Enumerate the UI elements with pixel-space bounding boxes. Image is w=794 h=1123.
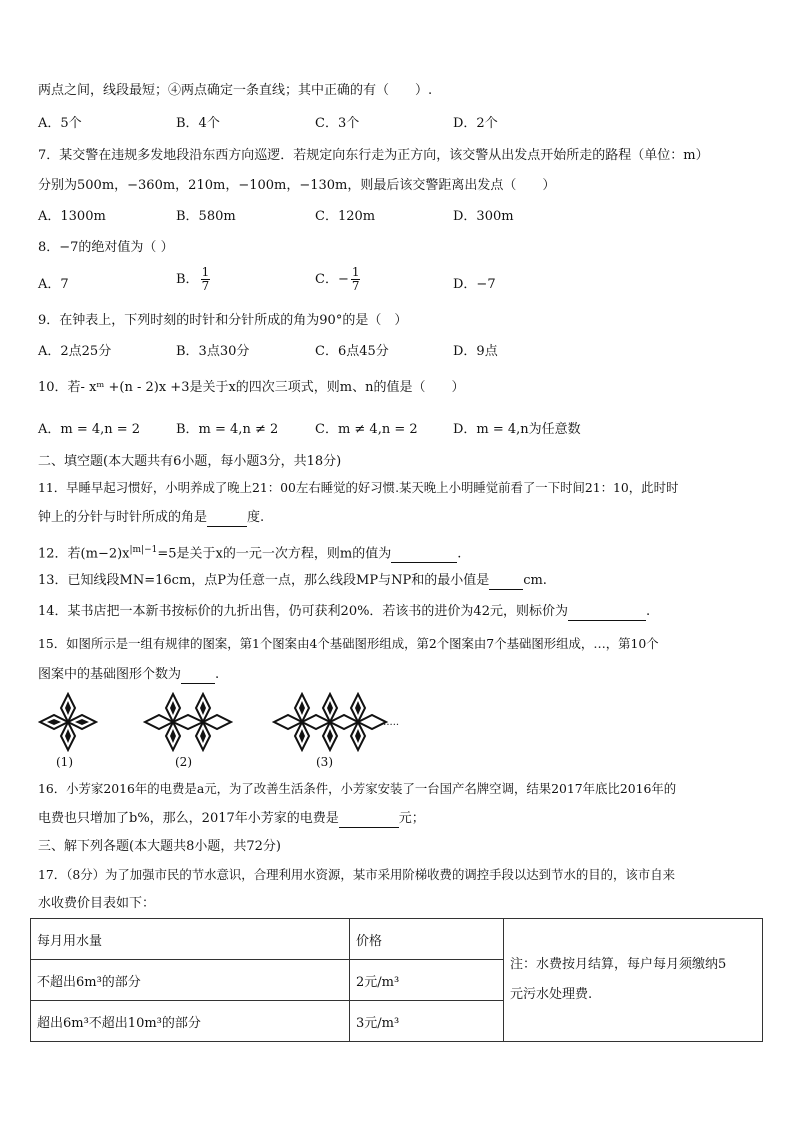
q8-option-b: B． $\frac{1}{7}$ bbox=[176, 265, 210, 293]
water-price-table bbox=[30, 918, 763, 1042]
q7-option-b: B．580m bbox=[176, 209, 236, 224]
table-cell: 不超出6m³的部分 bbox=[31, 960, 350, 1001]
fraction: $\frac{1}{7}$ bbox=[351, 265, 360, 293]
q7-option-c: C．120m bbox=[315, 209, 376, 224]
q8-option-c: C．− $\frac{1}{7}$ bbox=[315, 265, 360, 293]
fraction: $\frac{1}{7}$ bbox=[201, 265, 210, 293]
answer-blank[interactable] bbox=[339, 813, 399, 828]
text-line: 两点之间，线段最短；④两点确定一条直线；其中正确的有（ ）. bbox=[38, 83, 433, 98]
table-cell: 3元/m³ bbox=[350, 1001, 504, 1042]
q10-stem: 10．若- xᵐ +(n - 2)x +3是关于x的四次三项式，则m、n的值是（ ） bbox=[38, 380, 465, 395]
figure-caption-2: (2) bbox=[175, 755, 192, 769]
answer-blank[interactable] bbox=[489, 575, 523, 590]
q6-option-a: A．5个 bbox=[38, 116, 82, 131]
q14-stem: 14．某书店把一本新书按标价的九折出售，仍可获利20%．若该书的进价为42元，则标价为 . bbox=[38, 604, 651, 619]
q17-stem: 17．（8分）为了加强市民的节水意识，合理利用水资源，某市采用阶梯收费的调控手段以达到节水的目的，该市自来 bbox=[38, 867, 675, 882]
answer-blank[interactable] bbox=[181, 669, 215, 684]
q16-stem-2: 电费也只增加了b%，那么，2017年小芳家的电费是 元； bbox=[38, 811, 425, 826]
answer-blank[interactable] bbox=[391, 548, 457, 563]
q11-stem-2: 钟上的分针与时针所成的角是 度. bbox=[38, 510, 265, 525]
q16-stem: 16．小芳家2016年的电费是a元，为了改善生活条件，小芳家安装了一台国产名牌空调，结果2017年底比2016年的 bbox=[38, 781, 677, 796]
q7-stem-2: 分别为500m，−360m，210m，−100m，−130m，则最后该交警距离出发点（ ） bbox=[38, 178, 556, 193]
figure-caption-3: (3) bbox=[316, 755, 333, 769]
continuation-dots: ...... bbox=[380, 717, 400, 728]
q9-option-d: D．9点 bbox=[453, 344, 498, 359]
q10-option-b: B．m = 4,n ≠ 2 bbox=[176, 422, 279, 437]
answer-blank[interactable] bbox=[568, 606, 646, 621]
q10-option-a: A．m = 4,n = 2 bbox=[38, 422, 141, 437]
pattern-figure-1 bbox=[38, 692, 98, 752]
q7-stem: 7．某交警在违规多发地段沿东西方向巡逻．若规定向东行走为正方向，该交警从出发点开始所走的路程（单位：m） bbox=[38, 148, 709, 163]
table-header-price: 价格 bbox=[350, 919, 504, 960]
q12-stem: 12．若$(m-2)x^{|m|-1}=5$是关于x的一元一次方程，则m的值为 . bbox=[38, 545, 462, 562]
q9-option-c: C．6点45分 bbox=[315, 344, 389, 359]
pattern-figure-2 bbox=[143, 692, 233, 752]
q6-option-d: D．2个 bbox=[453, 116, 498, 131]
q17-stem-2: 水收费价目表如下： bbox=[38, 896, 156, 911]
q9-option-a: A．2点25分 bbox=[38, 344, 112, 359]
q10-option-d: D．m = 4,n为任意数 bbox=[453, 422, 581, 437]
q7-option-a: A．1300m bbox=[38, 209, 106, 224]
table-cell: 2元/m³ bbox=[350, 960, 504, 1001]
q9-stem: 9．在钟表上，下列时刻的时针和分针所成的角为90°的是（ ） bbox=[38, 313, 408, 328]
q15-stem-2: 图案中的基础图形个数为 . bbox=[38, 667, 220, 682]
q9-option-b: B．3点30分 bbox=[176, 344, 250, 359]
q6-option-c: C．3个 bbox=[315, 116, 360, 131]
answer-blank[interactable] bbox=[207, 512, 247, 527]
table-note: 注：水费按月结算，每户每月须缴纳5 元污水处理费. bbox=[504, 919, 763, 1042]
table-header-usage: 每月用水量 bbox=[31, 919, 350, 960]
q6-option-b: B．4个 bbox=[176, 116, 220, 131]
table-cell: 超出6m³不超出10m³的部分 bbox=[31, 1001, 350, 1042]
q8-option-a: A．7 bbox=[38, 277, 69, 292]
section-2-heading: 二、填空题(本大题共有6小题，每小题3分，共18分) bbox=[38, 454, 342, 469]
q8-stem: 8．−7的绝对值为（ ） bbox=[38, 240, 174, 255]
q7-option-d: D．300m bbox=[453, 209, 514, 224]
q8-option-d: D．−7 bbox=[453, 277, 496, 292]
q15-stem: 15．如图所示是一组有规律的图案，第1个图案由4个基础图形组成，第2个图案由7个基础图形组成，…，第10个 bbox=[38, 636, 659, 651]
q11-stem: 11．早睡早起习惯好，小明养成了晚上21：00左右睡觉的好习惯.某天晚上小明睡觉前看了一下时间21：10，此时时 bbox=[38, 480, 679, 495]
section-3-heading: 三、解下列各题(本大题共8小题，共72分) bbox=[38, 839, 281, 854]
q10-option-c: C．m ≠ 4,n = 2 bbox=[315, 422, 418, 437]
q13-stem: 13．已知线段MN=16cm，点P为任意一点，那么线段MP与NP和的最小值是 cm. bbox=[38, 573, 547, 588]
figure-caption-1: (1) bbox=[56, 755, 73, 769]
